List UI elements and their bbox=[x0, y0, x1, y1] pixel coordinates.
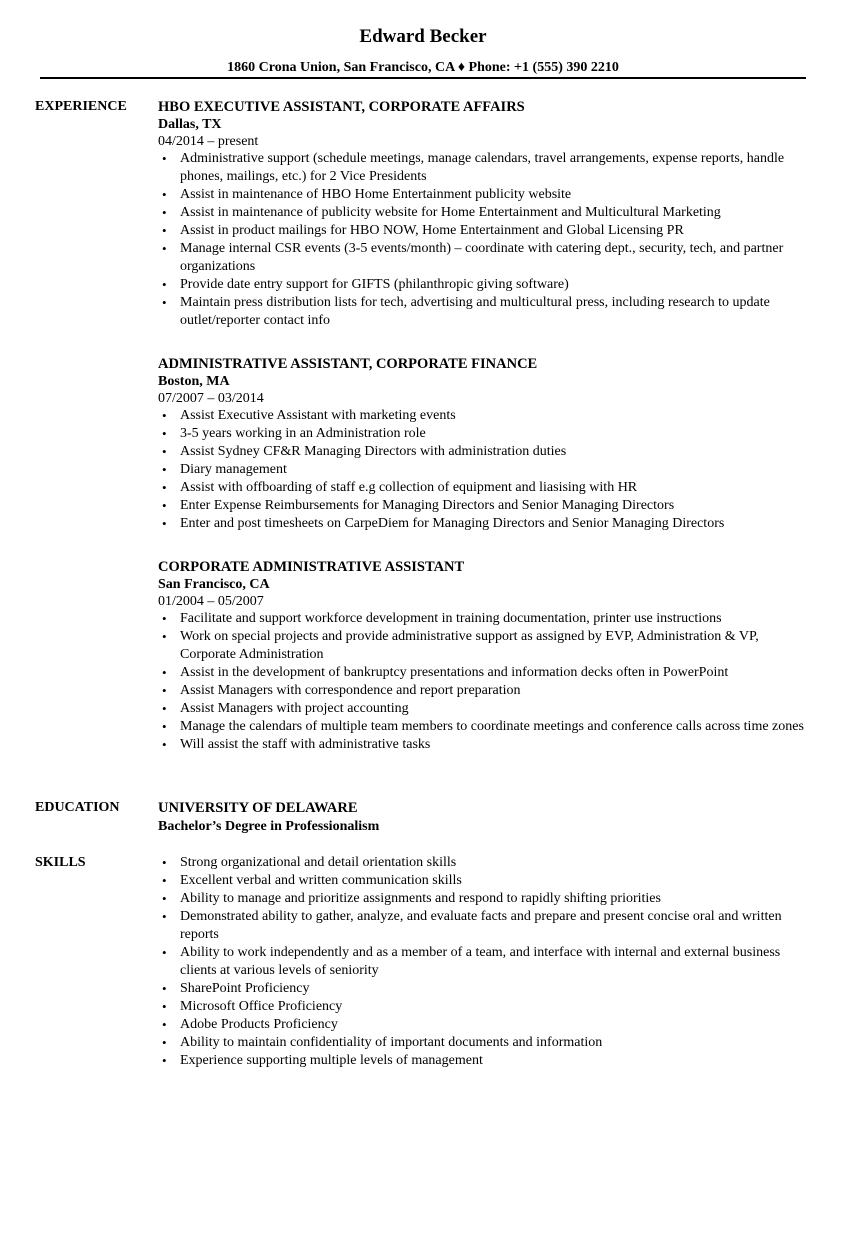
bullet-item: • Assist in maintenance of publicity website for Home Entertainment and Multicultural Marketing bbox=[158, 204, 813, 222]
skill-item: • Microsoft Office Proficiency bbox=[158, 998, 813, 1016]
job-title: ADMINISTRATIVE ASSISTANT, CORPORATE FINANCE bbox=[158, 356, 538, 372]
skill-item: • Ability to manage and prioritize assignments and respond to rapidly shifting priorities bbox=[158, 890, 813, 908]
skill-item: • Demonstrated ability to gather, analyze, and evaluate facts and prepare and present concise oral and written reports bbox=[158, 908, 813, 944]
bullet-item: • Assist in the development of bankruptcy presentations and information decks often in PowerPoint bbox=[158, 664, 813, 682]
bullet-item: • Enter Expense Reimbursements for Managing Directors and Senior Managing Directors bbox=[158, 497, 813, 515]
section-title-education: EDUCATION bbox=[35, 800, 120, 815]
section-title-skills: SKILLS bbox=[35, 855, 86, 870]
contact-line: 1860 Crona Union, San Francisco, CA ♦ Phone: +1 (555) 390 2210 bbox=[227, 60, 619, 75]
education-entry bbox=[158, 799, 813, 837]
bullet-item: • Assist in product mailings for HBO NOW, Home Entertainment and Global Licensing PR bbox=[158, 222, 813, 240]
bullet-item: • Assist Executive Assistant with marketing events bbox=[158, 407, 813, 425]
bullet-item: • 3-5 years working in an Administration role bbox=[158, 425, 813, 443]
bullet-item: • Provide date entry support for GIFTS (philanthropic giving software) bbox=[158, 276, 813, 294]
skill-bullets bbox=[158, 854, 813, 1070]
bullet-item: • Assist Managers with correspondence and report preparation bbox=[158, 682, 813, 700]
skill-item: • SharePoint Proficiency bbox=[158, 980, 813, 998]
bullet-item: • Assist Managers with project accounting bbox=[158, 700, 813, 718]
bullet-item: • Assist in maintenance of HBO Home Entertainment publicity website bbox=[158, 186, 813, 204]
job-location: Boston, MA bbox=[158, 374, 230, 389]
skill-item: • Experience supporting multiple levels of management bbox=[158, 1052, 813, 1070]
degree-name: Bachelor’s Degree in Professionalism bbox=[158, 819, 380, 834]
bullet-item: • Manage internal CSR events (3-5 events/month) – coordinate with catering dept., security, tech, and partner organizations bbox=[158, 240, 813, 276]
job-entry bbox=[158, 355, 813, 533]
job-dates: 07/2007 – 03/2014 bbox=[158, 391, 264, 406]
candidate-name: Edward Becker bbox=[359, 26, 487, 47]
job-entry bbox=[158, 558, 813, 754]
experience-list bbox=[158, 98, 813, 779]
bullet-item: • Enter and post timesheets on CarpeDiem for Managing Directors and Senior Managing Directors bbox=[158, 515, 813, 533]
bullet-item: • Assist Sydney CF&R Managing Directors with administration duties bbox=[158, 443, 813, 461]
header-divider bbox=[40, 77, 806, 79]
job-bullets bbox=[158, 610, 813, 754]
bullet-item: • Will assist the staff with administrative tasks bbox=[158, 736, 813, 754]
skill-item: • Excellent verbal and written communication skills bbox=[158, 872, 813, 890]
job-bullets bbox=[158, 150, 813, 330]
school-name: UNIVERSITY OF DELAWARE bbox=[158, 800, 358, 816]
bullet-item: • Administrative support (schedule meetings, manage calendars, travel arrangements, expense reports, handle phones, mailings, etc.) for 2 Vice Presidents bbox=[158, 150, 813, 186]
bullet-item: • Facilitate and support workforce development in training documentation, printer use instructions bbox=[158, 610, 813, 628]
bullet-item: • Diary management bbox=[158, 461, 813, 479]
bullet-item: • Work on special projects and provide administrative support as assigned by EVP, Administration & VP, Corporate Administration bbox=[158, 628, 813, 664]
job-title: CORPORATE ADMINISTRATIVE ASSISTANT bbox=[158, 559, 465, 575]
job-dates: 04/2014 – present bbox=[158, 134, 259, 149]
skill-item: • Ability to maintain confidentiality of important documents and information bbox=[158, 1034, 813, 1052]
job-entry bbox=[158, 98, 813, 330]
bullet-item: • Assist with offboarding of staff e.g collection of equipment and liasising with HR bbox=[158, 479, 813, 497]
job-location: San Francisco, CA bbox=[158, 577, 270, 592]
skill-item: • Strong organizational and detail orientation skills bbox=[158, 854, 813, 872]
bullet-item: • Manage the calendars of multiple team members to coordinate meetings and conference calls across time zones bbox=[158, 718, 813, 736]
skill-item: • Ability to work independently and as a member of a team, and interface with internal and external business clients at various levels of seniority bbox=[158, 944, 813, 980]
section-title-experience: EXPERIENCE bbox=[35, 99, 127, 114]
skill-item: • Adobe Products Proficiency bbox=[158, 1016, 813, 1034]
resume-header bbox=[0, 24, 846, 78]
job-bullets bbox=[158, 407, 813, 533]
job-location: Dallas, TX bbox=[158, 117, 222, 132]
bullet-item: • Maintain press distribution lists for tech, advertising and multicultural press, including research to update outlet/reporter contact info bbox=[158, 294, 813, 330]
job-dates: 01/2004 – 05/2007 bbox=[158, 594, 264, 609]
skills-list bbox=[158, 854, 813, 1070]
job-title: HBO EXECUTIVE ASSISTANT, CORPORATE AFFAIRS bbox=[158, 99, 525, 115]
